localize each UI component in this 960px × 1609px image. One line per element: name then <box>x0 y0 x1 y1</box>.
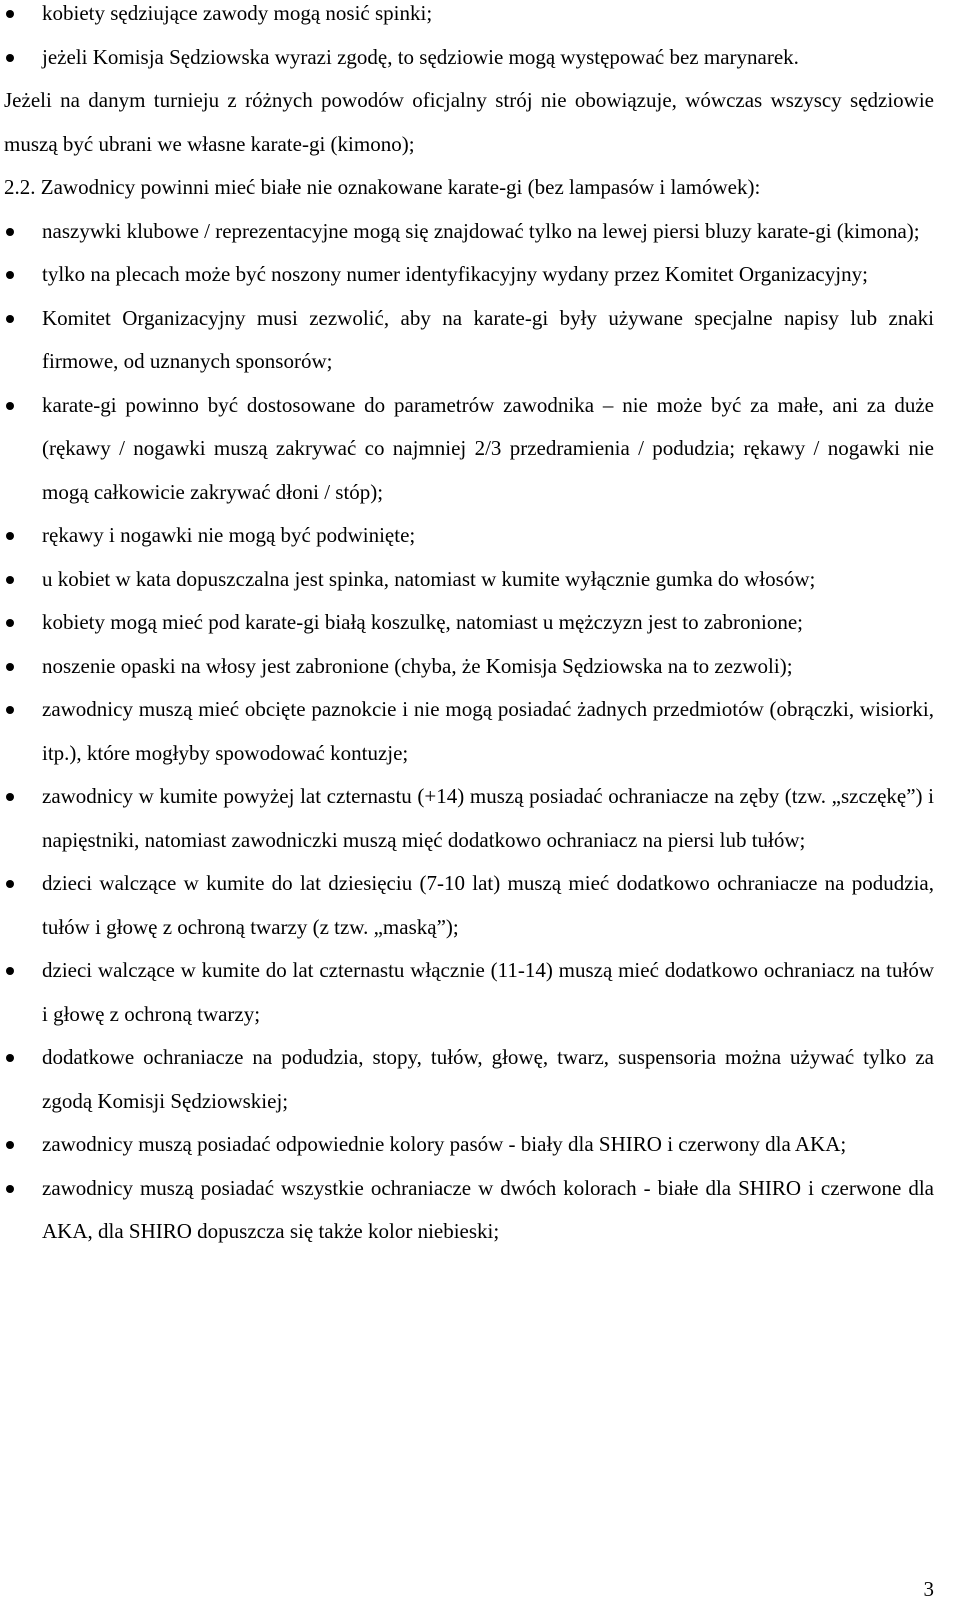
list-item: zawodnicy muszą posiadać odpowiednie kolory pasów - biały dla SHIRO i czerwony dla AKA; <box>0 1123 960 1167</box>
list-item: kobiety sędziujące zawody mogą nosić spinki; <box>0 0 960 36</box>
list-item: noszenie opaski na włosy jest zabronione (chyba, że Komisja Sędziowska na to zezwoli); <box>0 645 960 689</box>
list-item: dzieci walczące w kumite do lat czternastu włącznie (11-14) muszą mieć dodatkowo ochraniacz na tułów i głowę z ochroną twarzy; <box>0 949 960 1036</box>
list-item: dodatkowe ochraniacze na podudzia, stopy, tułów, głowę, twarz, suspensoria można używać tylko za zgodą Komisji Sędziowskiej; <box>0 1036 960 1123</box>
list-item: zawodnicy w kumite powyżej lat czternastu (+14) muszą posiadać ochraniacze na zęby (tzw. „szczękę”) i napięstniki, natomiast zawodniczki muszą mięć dodatkowo ochraniacz na piersi lub tułów; <box>0 775 960 862</box>
list-item: kobiety mogą mieć pod karate-gi białą koszulkę, natomiast u mężczyzn jest to zabronione; <box>0 601 960 645</box>
paragraph: Jeżeli na danym turnieju z różnych powodów oficjalny strój nie obowiązuje, wówczas wszyscy sędziowie muszą być ubrani we własne karate-gi (kimono); <box>4 88 934 156</box>
list-item: u kobiet w kata dopuszczalna jest spinka, natomiast w kumite wyłącznie gumka do włosów; <box>0 558 960 602</box>
list-item: karate-gi powinno być dostosowane do parametrów zawodnika – nie może być za małe, ani za duże (rękawy / nogawki muszą zakrywać co najmniej 2/3 przedramienia / podudzia; rękawy / nogawki nie mogą całkowicie zakrywać dłoni / stóp); <box>0 384 960 515</box>
list-item: Komitet Organizacyjny musi zezwolić, aby na karate-gi były używane specjalne napisy lub znaki firmowe, od uznanych sponsorów; <box>0 297 960 384</box>
list-item: tylko na plecach może być noszony numer identyfikacyjny wydany przez Komitet Organizacyjny; <box>0 253 960 297</box>
list-item: zawodnicy muszą posiadać wszystkie ochraniacze w dwóch kolorach - białe dla SHIRO i czerwone dla AKA, dla SHIRO dopuszcza się także kolor niebieski; <box>0 1167 960 1254</box>
page-number: 3 <box>923 1577 934 1601</box>
list-item: zawodnicy muszą mieć obcięte paznokcie i nie mogą posiadać żadnych przedmiotów (obrączki, wisiorki, itp.), które mogłyby spowodować kontuzje; <box>0 688 960 775</box>
section-heading: 2.2. Zawodnicy powinni mieć białe nie oznakowane karate-gi (bez lampasów i lamówek): <box>4 175 761 199</box>
list-item: dzieci walczące w kumite do lat dziesięciu (7-10 lat) muszą mieć dodatkowo ochraniacze na podudzia, tułów i głowę z ochroną twarzy (z tzw. „maską”); <box>0 862 960 949</box>
list-item: jeżeli Komisja Sędziowska wyrazi zgodę, to sędziowie mogą występować bez marynarek. <box>0 36 960 80</box>
list-item: naszywki klubowe / reprezentacyjne mogą się znajdować tylko na lewej piersi bluzy karate-gi (kimona); <box>0 210 960 254</box>
list-item: rękawy i nogawki nie mogą być podwinięte; <box>0 514 960 558</box>
